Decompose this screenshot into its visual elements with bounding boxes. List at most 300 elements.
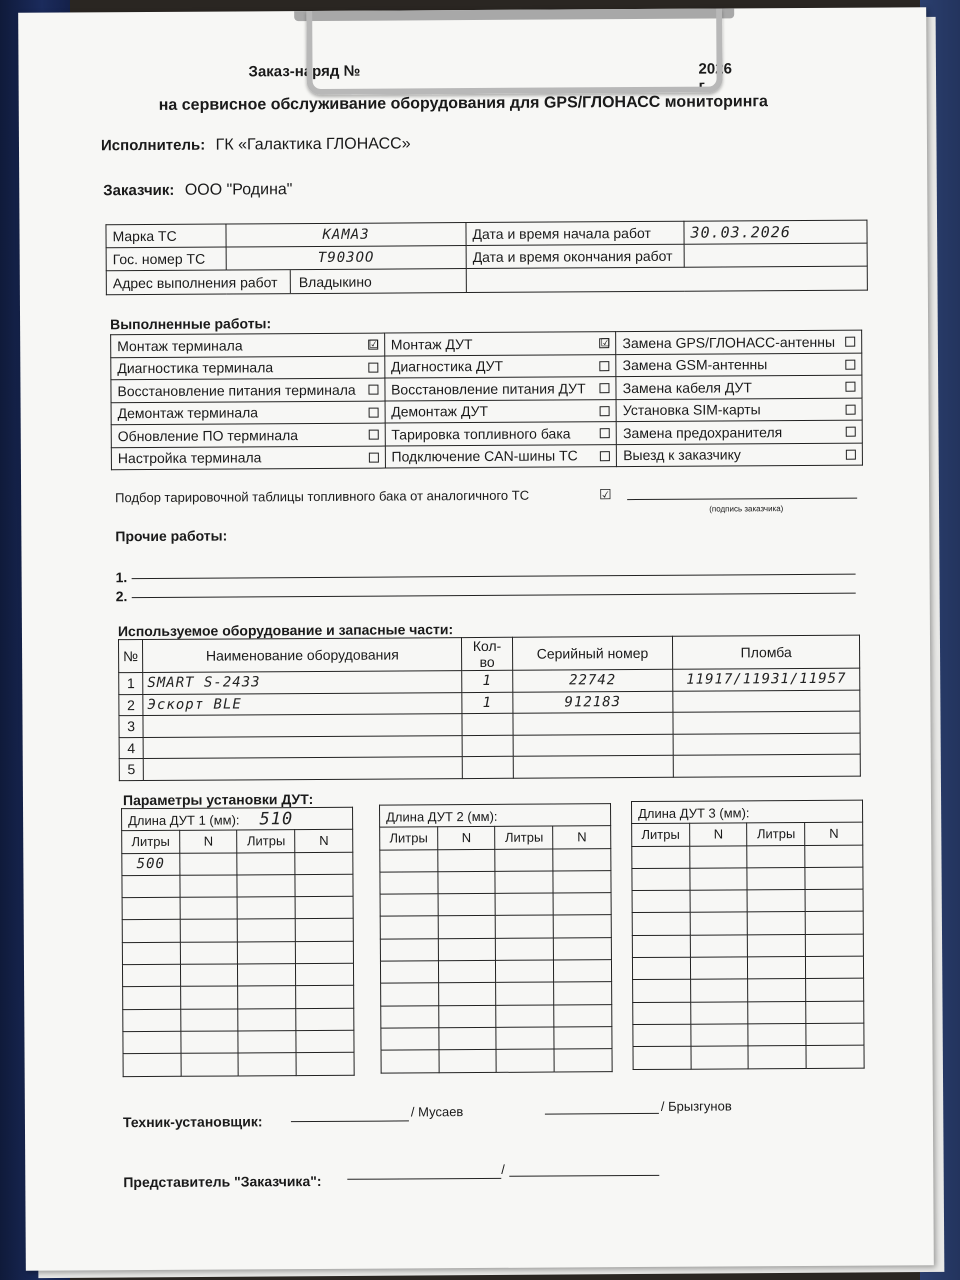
dut-column-header: Литры bbox=[380, 827, 438, 850]
dut-row bbox=[632, 867, 863, 891]
work-item bbox=[111, 356, 385, 380]
dut-row bbox=[123, 1030, 354, 1054]
dut-table bbox=[631, 800, 865, 1070]
work-item bbox=[384, 377, 616, 401]
work-item bbox=[385, 422, 617, 446]
work-item-label: Монтаж ДУТ bbox=[390, 335, 473, 353]
customer-row bbox=[103, 181, 292, 200]
dut-cell bbox=[381, 983, 439, 1006]
work-item-checkbox[interactable] bbox=[600, 361, 610, 371]
dut-cell bbox=[122, 942, 180, 965]
dut-row bbox=[381, 1049, 612, 1073]
dut-cell bbox=[237, 874, 295, 897]
dut-title: Параметры установки ДУТ: bbox=[122, 790, 314, 809]
work-item bbox=[616, 420, 862, 444]
dut-cell bbox=[748, 890, 806, 913]
dut-cell bbox=[690, 912, 748, 935]
equipment-row-number: 5 bbox=[119, 759, 143, 781]
equipment-header-cell: Пломба bbox=[673, 635, 860, 669]
dut-cell bbox=[380, 849, 438, 872]
dut-column-header: Литры bbox=[747, 823, 805, 846]
dut-length-cell bbox=[122, 807, 353, 831]
work-item-checkbox[interactable] bbox=[368, 385, 378, 395]
work-item-label: Диагностика ДУТ bbox=[390, 358, 504, 375]
work-item bbox=[385, 399, 617, 423]
dut-row bbox=[381, 982, 612, 1006]
dut-cell bbox=[381, 1028, 439, 1051]
dut-cell bbox=[496, 916, 554, 939]
dut-cell bbox=[380, 894, 438, 917]
dut-length-cell bbox=[631, 800, 862, 824]
dut-column-header: N bbox=[805, 822, 863, 845]
dut-length-row bbox=[122, 807, 353, 831]
dut-cell bbox=[180, 875, 238, 898]
dut-row bbox=[380, 893, 611, 917]
dut-cell bbox=[691, 1002, 749, 1025]
dut-row bbox=[380, 871, 611, 895]
dut-cell bbox=[554, 1027, 612, 1050]
dut-cell bbox=[633, 980, 691, 1003]
dut-cell: 500 bbox=[122, 853, 180, 876]
dut-cell bbox=[554, 1004, 612, 1027]
dut-row bbox=[633, 979, 864, 1003]
dut-cell bbox=[633, 1024, 691, 1047]
order-subtitle: на сервисное обслуживание оборудования для GPS/ГЛОНАСС мониторинга bbox=[158, 93, 768, 114]
equipment-cell: 1 bbox=[462, 670, 512, 692]
calibration-checkbox[interactable]: ☑ bbox=[599, 486, 612, 503]
work-order-sheet bbox=[18, 7, 934, 1271]
dut-cell bbox=[380, 916, 438, 939]
dut-cell bbox=[180, 897, 238, 920]
dut-cell bbox=[495, 871, 553, 894]
work-item-label: Обновление ПО терминала bbox=[117, 426, 299, 444]
dut-row bbox=[380, 937, 611, 961]
dut-cell bbox=[496, 960, 554, 983]
dut-row bbox=[381, 1027, 612, 1051]
work-item-label: Диагностика терминала bbox=[117, 359, 274, 377]
work-item-checkbox[interactable] bbox=[845, 359, 855, 369]
customer-label: Заказчик: bbox=[103, 181, 175, 200]
dut-cell bbox=[238, 919, 296, 942]
dut-column-header: Литры bbox=[495, 826, 553, 849]
executor-label: Исполнитель: bbox=[100, 136, 206, 155]
dut-cell bbox=[805, 845, 863, 868]
work-item-checkbox[interactable] bbox=[600, 428, 610, 438]
dut-column-header-row bbox=[380, 826, 611, 850]
dut-cell bbox=[806, 1045, 864, 1068]
work-item-checkbox[interactable] bbox=[846, 427, 856, 437]
address-empty bbox=[466, 266, 867, 292]
work-item bbox=[111, 333, 385, 357]
equipment-cell bbox=[462, 713, 512, 735]
dut-cell bbox=[632, 868, 690, 891]
dut-cell bbox=[380, 939, 438, 962]
equipment-cell bbox=[143, 735, 462, 758]
dut-length-row bbox=[631, 800, 862, 824]
equipment-cell: SMART S-2433 bbox=[143, 671, 462, 694]
other-work-2-number: 2. bbox=[115, 588, 128, 605]
dut-cell bbox=[496, 938, 554, 961]
equipment-cell bbox=[513, 755, 674, 777]
tech1-name: / Мусаев bbox=[410, 1104, 464, 1120]
dut-cell bbox=[806, 956, 864, 979]
dut-cell bbox=[181, 1053, 239, 1076]
dut-cell bbox=[439, 1027, 497, 1050]
dut-row bbox=[123, 986, 354, 1010]
dut-length-label: Длина ДУТ 1 (мм): bbox=[128, 812, 240, 828]
dut-column-header: N bbox=[180, 830, 238, 853]
dut-cell bbox=[748, 934, 806, 957]
dut-cell bbox=[438, 960, 496, 983]
dut-cell bbox=[122, 875, 180, 898]
dut-cell bbox=[237, 852, 295, 875]
dut-cell bbox=[380, 872, 438, 895]
work-item bbox=[384, 354, 616, 378]
work-item-checkbox[interactable] bbox=[600, 451, 610, 461]
dut-cell bbox=[690, 957, 748, 980]
equipment-header-cell: № bbox=[118, 640, 142, 673]
dut-row bbox=[123, 1053, 354, 1077]
dut-cell bbox=[295, 896, 353, 919]
executor-row bbox=[101, 135, 411, 155]
dut-cell bbox=[633, 1002, 691, 1025]
dut-cell bbox=[123, 987, 181, 1010]
dut-cell bbox=[296, 1008, 354, 1031]
equipment-title: Используемое оборудование и запасные части: bbox=[117, 621, 454, 640]
dut-cell bbox=[439, 1050, 497, 1073]
dut-row bbox=[122, 874, 353, 898]
work-item-checkbox[interactable] bbox=[600, 383, 610, 393]
dut-row bbox=[632, 912, 863, 936]
work-item bbox=[111, 378, 385, 402]
equipment-row-number: 1 bbox=[119, 673, 143, 695]
tech2-signature-line bbox=[545, 1113, 659, 1115]
dut-table bbox=[121, 807, 355, 1077]
customer-rep-slash: / bbox=[501, 1161, 505, 1177]
work-item-checkbox[interactable] bbox=[600, 406, 610, 416]
works-table bbox=[110, 330, 863, 471]
dut-cell bbox=[180, 986, 238, 1009]
dut-cell bbox=[632, 846, 690, 869]
dut-cell bbox=[554, 982, 612, 1005]
equipment-cell bbox=[673, 690, 860, 713]
dut-cell bbox=[438, 916, 496, 939]
address-value: Владыкино bbox=[298, 273, 372, 290]
other-works-title: Прочие работы: bbox=[115, 527, 228, 545]
equipment-cell bbox=[143, 714, 462, 737]
dut-column-header: N bbox=[553, 826, 611, 849]
work-item-checkbox[interactable] bbox=[368, 452, 378, 462]
dut-cell bbox=[748, 1023, 806, 1046]
work-item bbox=[616, 398, 862, 422]
dut-cell bbox=[806, 1023, 864, 1046]
dut-cell bbox=[123, 1054, 181, 1077]
work-item bbox=[385, 444, 617, 468]
dut-cell bbox=[296, 919, 354, 942]
dut-cell bbox=[690, 979, 748, 1002]
dut-column-header-row bbox=[122, 830, 353, 854]
vehicle-table bbox=[105, 220, 867, 296]
dut-row bbox=[380, 848, 611, 872]
work-item bbox=[616, 353, 862, 377]
work-item-label: Восстановление питания ДУТ bbox=[391, 380, 586, 398]
dut-row bbox=[632, 889, 863, 913]
dut-cell bbox=[239, 1053, 297, 1076]
dut-row bbox=[632, 934, 863, 958]
work-item bbox=[384, 332, 616, 356]
equipment-table bbox=[118, 635, 861, 781]
work-item-label: Замена GSM-антенны bbox=[622, 356, 768, 374]
equipment-cell: 912183 bbox=[512, 691, 673, 713]
work-item-label: Подключение CAN-шины ТС bbox=[391, 447, 578, 465]
dut-column-header-row bbox=[632, 822, 863, 846]
other-work-2-line bbox=[132, 593, 856, 598]
dut-cell bbox=[748, 912, 806, 935]
dut-cell bbox=[181, 1031, 239, 1054]
equipment-cell: Эскорт BLE bbox=[143, 692, 462, 715]
dut-cell bbox=[748, 979, 806, 1002]
work-item-label: Выезд к заказчику bbox=[623, 446, 741, 464]
dut-cell bbox=[238, 1008, 296, 1031]
dut-cell bbox=[438, 849, 496, 872]
equipment-cell bbox=[462, 735, 512, 757]
equipment-cell bbox=[513, 712, 674, 734]
dut-column-header: N bbox=[295, 830, 353, 853]
work-item-checkbox[interactable]: ☑ bbox=[368, 338, 379, 351]
dut-cell bbox=[748, 1001, 806, 1024]
calibration-label: Подбор тарировочной таблицы топливного бака от аналогичного ТС bbox=[115, 487, 530, 506]
dut-cell bbox=[747, 867, 805, 890]
dut-cell bbox=[554, 937, 612, 960]
dut-cell bbox=[553, 848, 611, 871]
dut-cell bbox=[381, 1005, 439, 1028]
dut-cell bbox=[690, 845, 748, 868]
dut-cell bbox=[295, 874, 353, 897]
equipment-header-cell: Наименование оборудования bbox=[143, 638, 462, 673]
dut-row bbox=[381, 1004, 612, 1028]
work-item-label: Демонтаж ДУТ bbox=[391, 403, 489, 420]
work-item-label: Установка SIM-карты bbox=[622, 401, 761, 419]
dut-cell bbox=[748, 957, 806, 980]
dut-cell bbox=[632, 913, 690, 936]
equipment-cell: 22742 bbox=[512, 669, 673, 691]
dut-cell bbox=[632, 890, 690, 913]
signature-caption: (подпись заказчика) bbox=[709, 504, 784, 514]
dut-row bbox=[632, 845, 863, 869]
equipment-cell bbox=[673, 733, 860, 756]
work-item-checkbox[interactable] bbox=[368, 407, 378, 417]
dut-cell bbox=[122, 920, 180, 943]
dut-cell bbox=[633, 1046, 691, 1069]
customer-signature-line bbox=[627, 498, 857, 500]
dut-cell bbox=[632, 935, 690, 958]
dut-cell bbox=[691, 1024, 749, 1047]
dut-cell bbox=[806, 979, 864, 1002]
plate-value: Т903ОО bbox=[226, 246, 466, 270]
customer-rep-line-2 bbox=[509, 1175, 659, 1177]
dut-cell bbox=[496, 893, 554, 916]
dut-cell bbox=[805, 867, 863, 890]
dut-cell bbox=[806, 934, 864, 957]
brand-value: КАМАЗ bbox=[226, 223, 466, 247]
dut-length-value: 510 bbox=[259, 808, 294, 829]
plate-label: Гос. номер ТС bbox=[106, 247, 226, 271]
dut-cell bbox=[495, 849, 553, 872]
dut-row bbox=[122, 963, 353, 987]
dut-cell bbox=[238, 986, 296, 1009]
dut-length-label: Длина ДУТ 3 (мм): bbox=[638, 804, 750, 821]
start-value: 30.03.2026 bbox=[684, 220, 867, 244]
dut-cell bbox=[806, 1001, 864, 1024]
dut-cell bbox=[747, 845, 805, 868]
dut-cell bbox=[380, 961, 438, 984]
work-item-label: Тарировка топливного бака bbox=[391, 425, 571, 443]
dut-cell bbox=[296, 1030, 354, 1053]
equipment-header-cell: Кол-во bbox=[462, 637, 512, 670]
equipment-cell bbox=[673, 754, 860, 777]
equipment-header-cell: Серийный номер bbox=[512, 636, 673, 670]
dut-cell bbox=[439, 1005, 497, 1028]
dut-cell bbox=[238, 1031, 296, 1054]
dut-length-row bbox=[380, 804, 611, 828]
dut-cell bbox=[496, 1049, 554, 1072]
equipment-row-number: 2 bbox=[119, 694, 143, 716]
dut-cell bbox=[438, 894, 496, 917]
equipment-row-number: 3 bbox=[119, 716, 143, 738]
dut-cell bbox=[553, 893, 611, 916]
dut-cell bbox=[438, 871, 496, 894]
work-item-label: Замена GPS/ГЛОНАСС-антенны bbox=[622, 333, 836, 351]
dut-cell bbox=[122, 898, 180, 921]
customer-rep-label: Представитель "Заказчика": bbox=[123, 1172, 322, 1191]
other-work-1-line bbox=[132, 574, 856, 579]
dut-column-header: Литры bbox=[632, 823, 690, 846]
dut-row bbox=[633, 1023, 864, 1047]
clipboard-clip bbox=[306, 8, 723, 95]
technician-label: Техник-установщик: bbox=[122, 1113, 263, 1131]
customer-value: ООО "Родина" bbox=[184, 181, 293, 199]
dut-row bbox=[122, 896, 353, 920]
work-item-label: Настройка терминала bbox=[117, 449, 262, 467]
dut-cell bbox=[123, 1031, 181, 1054]
equipment-row bbox=[119, 754, 860, 780]
brand-label: Марка ТС bbox=[106, 224, 226, 248]
dut-row bbox=[380, 960, 611, 984]
work-item-checkbox[interactable] bbox=[846, 449, 856, 459]
work-item-checkbox[interactable]: ☑ bbox=[600, 337, 611, 350]
work-item bbox=[111, 423, 385, 447]
work-item-label: Восстановление питания терминала bbox=[117, 381, 356, 399]
dut-row bbox=[633, 1001, 864, 1025]
end-label: Дата и время окончания работ bbox=[466, 244, 684, 268]
dut-row bbox=[123, 1008, 354, 1032]
dut-column-header: N bbox=[689, 823, 747, 846]
dut-cell bbox=[238, 964, 296, 987]
work-item bbox=[111, 401, 385, 425]
work-item-checkbox[interactable] bbox=[846, 404, 856, 414]
tech1-signature-line bbox=[291, 1120, 409, 1122]
other-work-1-number: 1. bbox=[115, 569, 128, 586]
dut-cell bbox=[296, 986, 354, 1009]
executor-value: ГК «Галактика ГЛОНАСС» bbox=[215, 135, 411, 154]
equipment-cell: 11917/11931/11957 bbox=[673, 668, 860, 691]
dut-cell bbox=[496, 982, 554, 1005]
dut-cell bbox=[496, 1005, 554, 1028]
address-label: Адрес выполнения работ bbox=[107, 270, 291, 294]
equipment-cell bbox=[143, 757, 462, 780]
equipment-cell: 1 bbox=[462, 692, 512, 714]
equipment-row-number: 4 bbox=[119, 737, 143, 759]
dut-cell bbox=[554, 960, 612, 983]
dut-cell bbox=[496, 1027, 554, 1050]
customer-rep-line-1 bbox=[347, 1178, 501, 1180]
dut-cell bbox=[295, 852, 353, 875]
dut-cell bbox=[381, 1050, 439, 1073]
equipment-header-row bbox=[118, 635, 859, 673]
dut-table bbox=[379, 803, 613, 1073]
work-item-checkbox[interactable] bbox=[368, 430, 378, 440]
dut-cell bbox=[180, 919, 238, 942]
work-item-label: Замена кабеля ДУТ bbox=[622, 379, 752, 396]
work-item bbox=[617, 443, 863, 467]
dut-cell bbox=[122, 964, 180, 987]
dut-cell bbox=[238, 941, 296, 964]
dut-row bbox=[380, 915, 611, 939]
dut-cell bbox=[553, 871, 611, 894]
equipment-cell bbox=[673, 711, 860, 734]
works-row bbox=[111, 443, 862, 470]
work-item-label: Демонтаж терминала bbox=[117, 404, 259, 422]
dut-cell bbox=[690, 890, 748, 913]
dut-row bbox=[633, 1045, 864, 1069]
dut-cell bbox=[805, 889, 863, 912]
start-label: Дата и время начала работ bbox=[466, 221, 684, 245]
work-item bbox=[111, 446, 385, 470]
dut-row bbox=[122, 941, 353, 965]
works-title: Выполненные работы: bbox=[110, 315, 272, 333]
dut-cell bbox=[296, 1053, 354, 1076]
dut-cell bbox=[806, 912, 864, 935]
dut-cell bbox=[238, 897, 296, 920]
dut-cell bbox=[438, 938, 496, 961]
work-item bbox=[616, 375, 862, 399]
dut-cell bbox=[691, 1046, 749, 1069]
work-item-checkbox[interactable] bbox=[845, 382, 855, 392]
dut-column-header: Литры bbox=[122, 831, 180, 854]
dut-length-label: Длина ДУТ 2 (мм): bbox=[386, 808, 498, 825]
dut-cell bbox=[123, 1009, 181, 1032]
work-item-checkbox[interactable] bbox=[368, 362, 378, 372]
work-item bbox=[616, 330, 862, 354]
dut-row bbox=[122, 919, 353, 943]
equipment-cell bbox=[513, 734, 674, 756]
tech2-name: / Брызгунов bbox=[660, 1098, 732, 1114]
dut-cell bbox=[296, 941, 354, 964]
order-title-text: Заказ-наряд № bbox=[248, 62, 361, 81]
order-year: 2026 г. bbox=[698, 60, 732, 95]
dut-column-header: Литры bbox=[237, 830, 295, 853]
end-value bbox=[684, 243, 867, 267]
dut-cell bbox=[181, 1009, 239, 1032]
work-item-label: Замена предохранителя bbox=[622, 423, 783, 441]
dut-cell bbox=[690, 935, 748, 958]
dut-row bbox=[632, 956, 863, 980]
work-item-checkbox[interactable] bbox=[845, 337, 855, 347]
equipment-cell bbox=[463, 756, 513, 778]
dut-cell bbox=[554, 915, 612, 938]
dut-cell bbox=[180, 964, 238, 987]
dut-cell bbox=[180, 942, 238, 965]
